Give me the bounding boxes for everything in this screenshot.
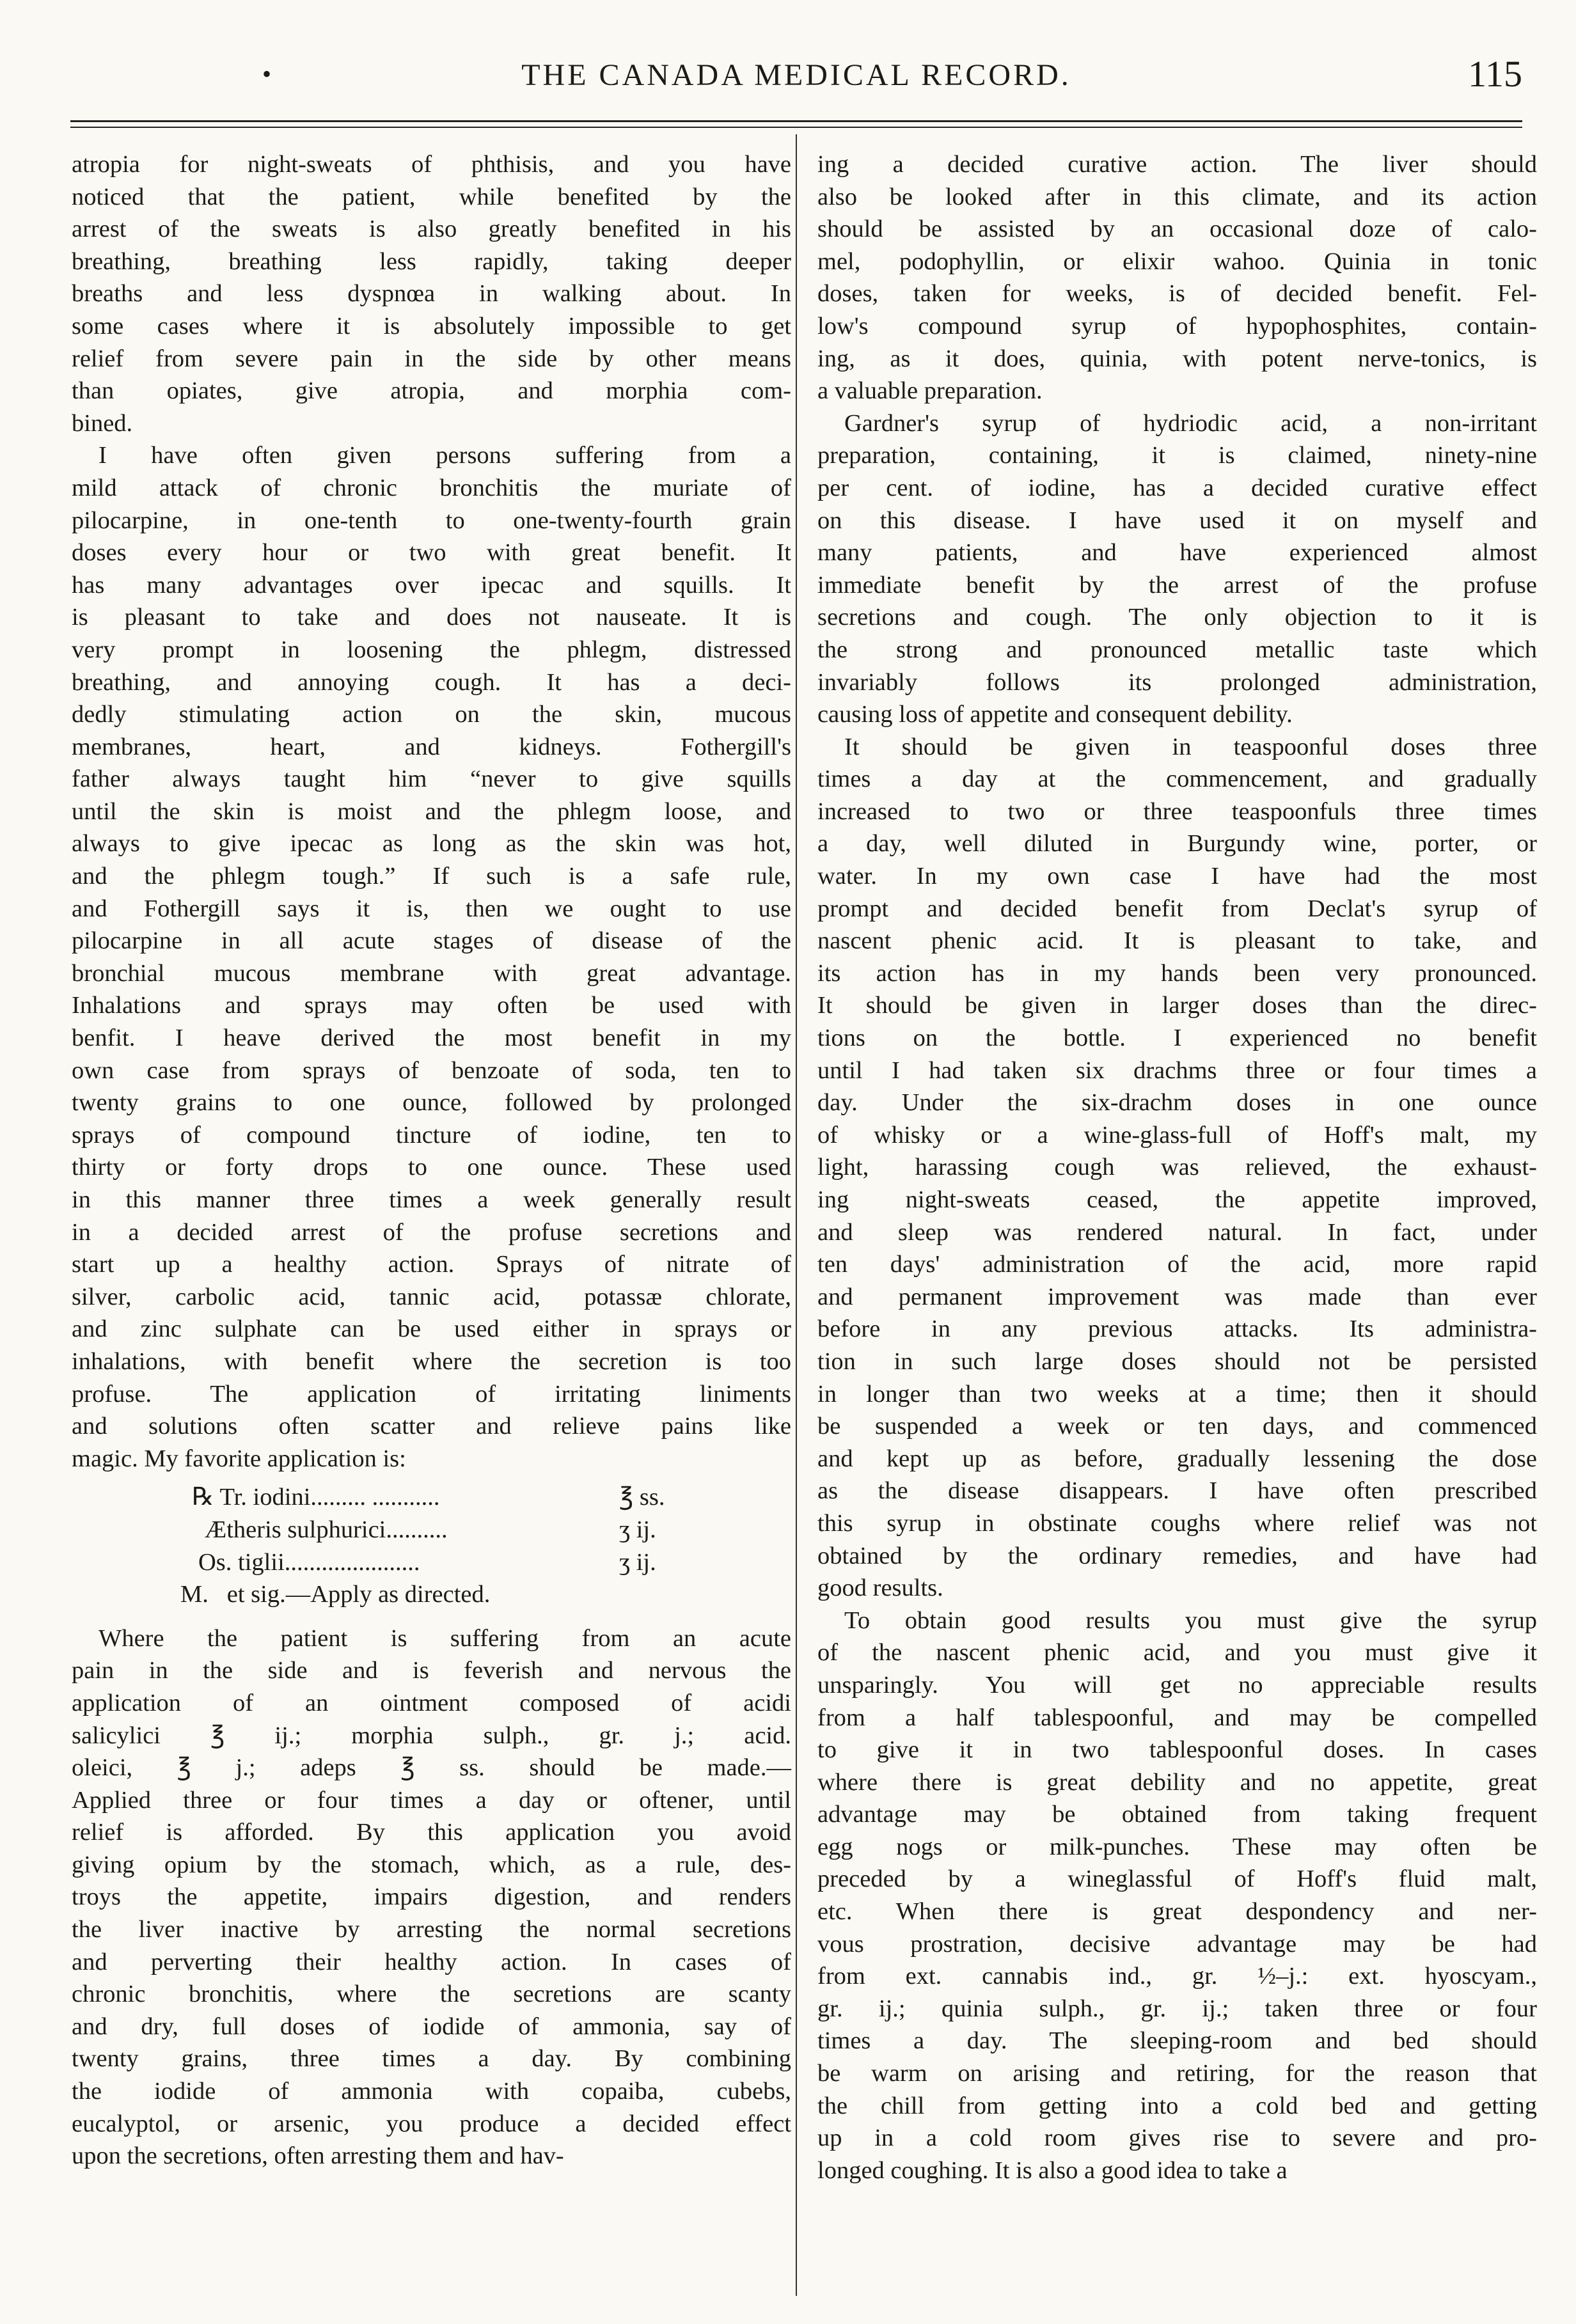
text-line: doses every hour or two with great benefit. It xyxy=(72,539,791,567)
text-line: twenty grains, three times a day. By combining xyxy=(72,2045,791,2073)
text-line: good results. xyxy=(817,1574,943,1602)
text-line: It should be given in teaspoonful doses three xyxy=(844,733,1537,760)
prescription-line xyxy=(72,1578,791,1611)
text-line: per cent. of iodine, has a decided curative effect xyxy=(817,474,1537,501)
text-line: than opiates, give atropia, and morphia com- xyxy=(72,377,791,405)
text-line: Inhalations and sprays may often be used with xyxy=(72,992,791,1019)
text-line: from ext. cannabis ind., gr. ½–j.: ext. hyoscyam., xyxy=(817,1963,1537,1990)
text-line: invariably follows its prolonged administration, xyxy=(817,668,1537,696)
text-line: ing, as it does, quinia, with potent nerve-tonics, is xyxy=(817,345,1537,372)
text-line: and zinc sulphate can be used either in sprays or xyxy=(72,1315,791,1343)
text-line: be suspended a week or ten days, and commenced xyxy=(817,1413,1537,1440)
text-line: the strong and pronounced metallic taste which xyxy=(817,636,1537,663)
text-line: from a half tablespoonful, and may be compelled xyxy=(817,1704,1537,1731)
text-line: up in a cold room gives rise to severe and pro- xyxy=(817,2124,1537,2152)
text-line: troys the appetite, impairs digestion, and renders xyxy=(72,1883,791,1911)
text-line: obtained by the ordinary remedies, and have had xyxy=(817,1542,1537,1569)
text-line: causing loss of appetite and consequent debility. xyxy=(817,701,1293,728)
prescription-line xyxy=(72,1481,791,1514)
text-line: be warm on arising and retiring, for the reason that xyxy=(817,2060,1537,2087)
text-line: of whisky or a wine-glass-full of Hoff's malt, my xyxy=(817,1121,1537,1149)
text-line: secretions and cough. The only objection to it is xyxy=(817,604,1537,631)
prescription-line xyxy=(72,1546,791,1579)
text-line: as the disease disappears. I have often prescribed xyxy=(817,1477,1537,1505)
text-line: preceded by a wineglassful of Hoff's fluid malt, xyxy=(817,1865,1537,1893)
text-line: breathing, breathing less rapidly, taking deeper xyxy=(72,247,791,275)
text-line: dedly stimulating action on the skin, mucous xyxy=(72,701,791,728)
column-divider xyxy=(796,134,797,2296)
paragraph xyxy=(817,731,1537,1605)
paragraph xyxy=(817,1605,1537,2187)
text-line: increased to two or three teaspoonfuls three times xyxy=(817,797,1537,825)
text-line: atropia for night-sweats of phthisis, and you have xyxy=(72,151,791,178)
prescription-ingredient: ℞ Tr. iodini......... ........... xyxy=(192,1484,440,1511)
prescription-ingredient: Ætheris sulphurici.......... xyxy=(205,1516,448,1543)
text-line: father always taught him “never to give squills xyxy=(72,766,791,793)
text-line: should be assisted by an occasional doze of calo- xyxy=(817,216,1537,243)
text-line: a day, well diluted in Burgundy wine, porter, or xyxy=(817,830,1537,858)
text-line: Gardner's syrup of hydriodic acid, a non-irritant xyxy=(844,409,1537,437)
text-line: oleici, ℥ j.; adeps ℥ ss. should be made.— xyxy=(72,1754,791,1782)
text-line: doses, taken for weeks, is of decided benefit. Fel- xyxy=(817,280,1537,308)
text-line: etc. When there is great despondency and ner- xyxy=(817,1898,1537,1926)
text-line: mel, podophyllin, or elixir wahoo. Quinia in tonic xyxy=(817,247,1537,275)
text-line: times a day. The sleeping-room and bed should xyxy=(817,2027,1537,2055)
text-line: the iodide of ammonia with copaiba, cubebs, xyxy=(72,2078,791,2105)
text-line: preparation, containing, it is claimed, ninety-nine xyxy=(817,442,1537,469)
text-line: egg nogs or milk-punches. These may often be xyxy=(817,1833,1537,1860)
page-number: 115 xyxy=(1468,53,1522,95)
text-line: water. In my own case I have had the most xyxy=(817,863,1537,890)
text-line: To obtain good results you must give the syrup xyxy=(844,1606,1537,1634)
prescription-quantity: ℥ ss. xyxy=(619,1484,665,1511)
text-line: thirty or forty drops to one ounce. These used xyxy=(72,1154,791,1181)
text-line: times a day at the commencement, and gradually xyxy=(817,766,1537,793)
text-line: many patients, and have experienced almost xyxy=(817,539,1537,567)
text-line: before in any previous attacks. Its administra- xyxy=(817,1315,1537,1343)
prescription-ingredient: Os. tiglii...................... xyxy=(198,1548,420,1576)
text-line: breathing, and annoying cough. It has a deci- xyxy=(72,668,791,696)
text-line: its action has in my hands been very pronounced. xyxy=(817,959,1537,987)
text-line: of the nascent phenic acid, and you must give it xyxy=(817,1639,1537,1667)
text-line: in a decided arrest of the profuse secretions and xyxy=(72,1218,791,1246)
text-line: and the phlegm tough.” If such is a safe rule, xyxy=(72,863,791,890)
text-line: ing a decided curative action. The liver should xyxy=(817,151,1537,178)
text-line: very prompt in loosening the phlegm, distressed xyxy=(72,636,791,663)
text-line: in longer than two weeks at a time; then it should xyxy=(817,1380,1537,1408)
right-column xyxy=(817,148,1537,2187)
text-line: bined. xyxy=(72,409,133,437)
text-line: ten days' administration of the acid, more rapid xyxy=(817,1251,1537,1278)
text-line: in this manner three times a week generally result xyxy=(72,1186,791,1213)
text-line: bronchial mucous membrane with great advantage. xyxy=(72,959,791,987)
text-line: low's compound syrup of hypophosphites, contain- xyxy=(817,312,1537,340)
text-line: and permanent improvement was made than ever xyxy=(817,1283,1537,1310)
prescription-line xyxy=(72,1514,791,1546)
text-line: immediate benefit by the arrest of the profuse xyxy=(817,571,1537,599)
text-line: Applied three or four times a day or oftener, until xyxy=(72,1786,791,1814)
paragraph xyxy=(817,407,1537,731)
text-line: always to give ipecac as long as the skin was hot, xyxy=(72,830,791,858)
left-column xyxy=(72,148,791,2172)
text-line: vous prostration, decisive advantage may be had xyxy=(817,1930,1537,1958)
text-line: day. Under the six-drachm doses in one ounce xyxy=(817,1089,1537,1117)
text-line: upon the secretions, often arresting them and hav- xyxy=(72,2142,564,2170)
text-line: pilocarpine in all acute stages of disease of the xyxy=(72,927,791,955)
text-line: and Fothergill says it is, then we ought to use xyxy=(72,895,791,922)
paragraph xyxy=(72,148,791,439)
text-line: mild attack of chronic bronchitis the muriate of xyxy=(72,474,791,501)
text-line: silver, carbolic acid, tannic acid, potassæ chlorate, xyxy=(72,1283,791,1310)
text-line: application of an ointment composed of acidi xyxy=(72,1689,791,1716)
text-line: a valuable preparation. xyxy=(817,377,1043,405)
text-line: own case from sprays of benzoate of soda, ten to xyxy=(72,1056,791,1084)
text-line: breaths and less dyspnœa in walking about. In xyxy=(72,280,791,308)
text-line: the chill from getting into a cold bed and getting xyxy=(817,2092,1537,2119)
text-line: arrest of the sweats is also greatly benefited in his xyxy=(72,216,791,243)
text-line: and sleep was rendered natural. In fact, under xyxy=(817,1218,1537,1246)
text-line: nascent phenic acid. It is pleasant to take, and xyxy=(817,927,1537,955)
text-line: magic. My favorite application is: xyxy=(72,1445,406,1472)
text-line: I have often given persons suffering from a xyxy=(98,442,791,469)
header-ornament: • xyxy=(262,59,272,88)
header-rule-thin xyxy=(70,127,1522,128)
text-line: on this disease. I have used it on myself and xyxy=(817,506,1537,534)
text-line: is pleasant to take and does not nauseate. It is xyxy=(72,604,791,631)
text-line: and kept up as before, gradually lessening the dose xyxy=(817,1445,1537,1472)
text-line: gr. ij.; quinia sulph., gr. ij.; taken three or four xyxy=(817,1995,1537,2022)
text-line: chronic bronchitis, where the secretions are scanty xyxy=(72,1981,791,2008)
text-line: has many advantages over ipecac and squills. It xyxy=(72,571,791,599)
text-line: pain in the side and is feverish and nervous the xyxy=(72,1657,791,1684)
journal-title: THE CANADA MEDICAL RECORD. xyxy=(521,58,1071,92)
text-line: relief is afforded. By this application you avoid xyxy=(72,1819,791,1846)
paragraph xyxy=(72,1622,791,2172)
prescription-ingredient: M. et sig.—Apply as directed. xyxy=(180,1581,491,1608)
text-line: relief from severe pain in the side by other means xyxy=(72,345,791,372)
text-line: until I had taken six drachms three or four times a xyxy=(817,1056,1537,1084)
text-line: and dry, full doses of iodide of ammonia, say of xyxy=(72,2013,791,2040)
running-header xyxy=(70,46,1522,104)
text-line: where there is great debility and no appetite, great xyxy=(817,1768,1537,1796)
text-line: tions on the bottle. I experienced no benefit xyxy=(817,1025,1537,1052)
text-line: and solutions often scatter and relieve pains like xyxy=(72,1413,791,1440)
text-line: sprays of compound tincture of iodine, ten to xyxy=(72,1121,791,1149)
text-line: noticed that the patient, while benefited by the xyxy=(72,183,791,210)
text-line: this syrup in obstinate coughs where relief was not xyxy=(817,1509,1537,1537)
prescription-quantity: ʒ ij. xyxy=(619,1516,656,1543)
text-line: membranes, heart, and kidneys. Fothergill's xyxy=(72,733,791,760)
text-line: the liver inactive by arresting the normal secretions xyxy=(72,1916,791,1943)
text-line: start up a healthy action. Sprays of nitrate of xyxy=(72,1251,791,1278)
text-line: unsparingly. You will get no appreciable results xyxy=(817,1671,1537,1699)
text-line: pilocarpine, in one-tenth to one-twenty-fourth grain xyxy=(72,506,791,534)
text-line: It should be given in larger doses than the direc- xyxy=(817,992,1537,1019)
text-line: ing night-sweats ceased, the appetite improved, xyxy=(817,1186,1537,1213)
text-line: some cases where it is absolutely impossible to get xyxy=(72,312,791,340)
text-line: twenty grains to one ounce, followed by prolonged xyxy=(72,1089,791,1117)
text-line: giving opium by the stomach, which, as a rule, des- xyxy=(72,1851,791,1878)
text-line: eucalyptol, or arsenic, you produce a decided effect xyxy=(72,2110,791,2137)
text-line: and perverting their healthy action. In cases of xyxy=(72,1948,791,1975)
text-line: Where the patient is suffering from an acute xyxy=(98,1624,791,1652)
prescription-quantity: ʒ ij. xyxy=(619,1548,656,1576)
text-line: tion in such large doses should not be persisted xyxy=(817,1347,1537,1375)
text-line: inhalations, with benefit where the secretion is too xyxy=(72,1347,791,1375)
text-line: advantage may be obtained from taking frequent xyxy=(817,1801,1537,1828)
text-line: also be looked after in this climate, and its action xyxy=(817,183,1537,210)
text-line: to give it in two tablespoonful doses. In cases xyxy=(817,1736,1537,1764)
text-line: prompt and decided benefit from Declat's syrup of xyxy=(817,895,1537,922)
text-line: benfit. I heave derived the most benefit in my xyxy=(72,1025,791,1052)
paragraph xyxy=(72,439,791,1475)
text-line: longed coughing. It is also a good idea to take a xyxy=(817,2156,1288,2184)
text-line: until the skin is moist and the phlegm loose, and xyxy=(72,797,791,825)
text-line: salicylici ℥ ij.; morphia sulph., gr. j.; acid. xyxy=(72,1722,791,1749)
text-line: profuse. The application of irritating liniments xyxy=(72,1380,791,1408)
prescription xyxy=(72,1481,791,1610)
paragraph xyxy=(817,148,1537,407)
text-line: light, harassing cough was relieved, the exhaust- xyxy=(817,1154,1537,1181)
header-rule xyxy=(70,120,1522,122)
